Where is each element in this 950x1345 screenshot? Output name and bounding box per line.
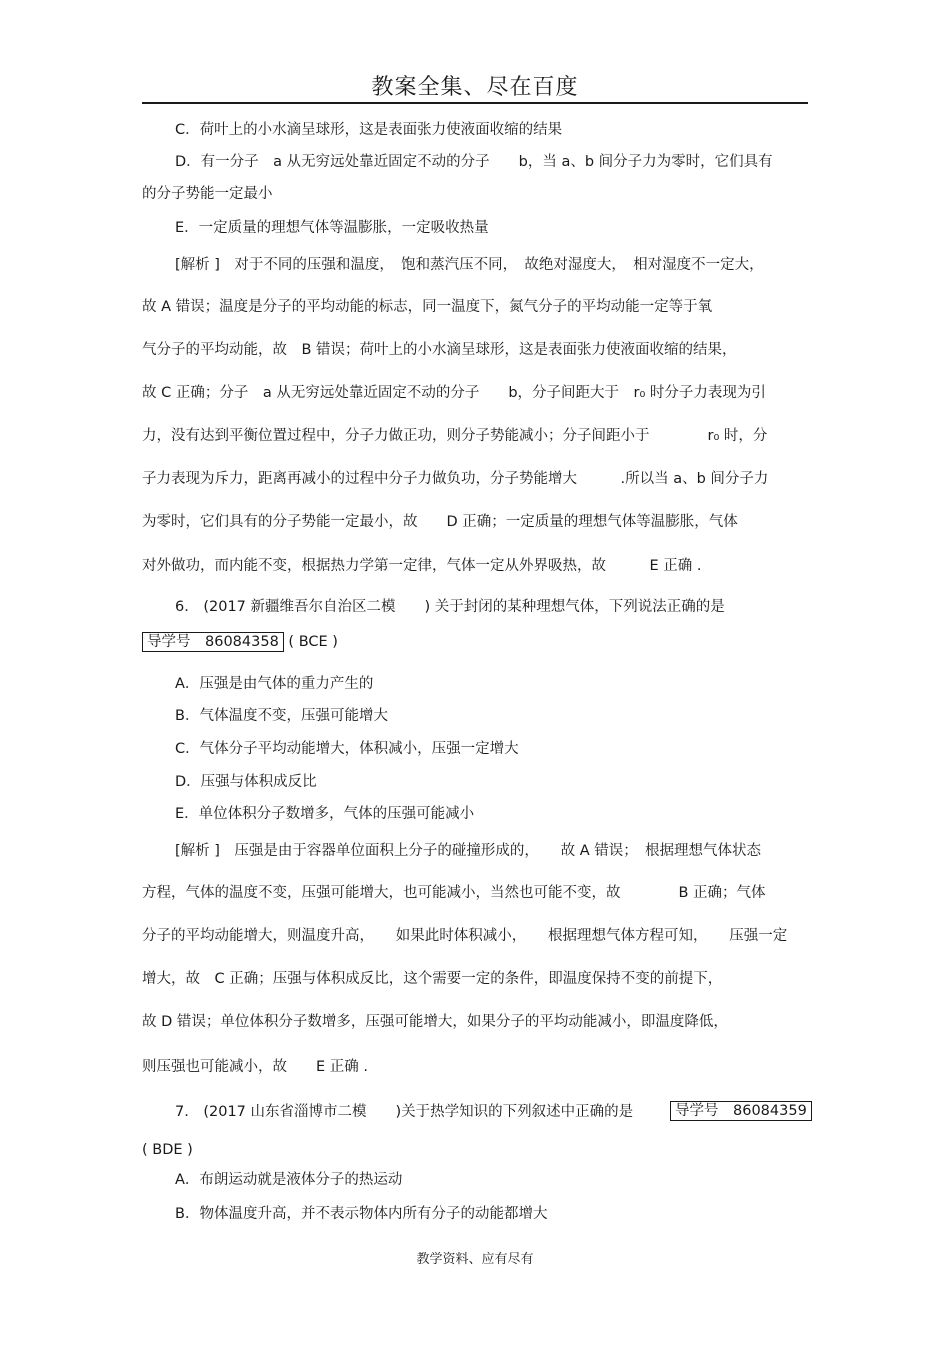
text-line <box>142 340 737 360</box>
line-text: E．一定质量的理想气体等温膨胀，一定吸收热量 <box>175 220 489 236</box>
line-text: 7. (2017 山东省淄博市二模 )关于热学知识的下列叙述中正确的是 <box>175 1104 634 1120</box>
text-line <box>175 706 388 726</box>
line-text: 故 A 错误；温度是分子的平均动能的标志，同一温度下，氮气分子的平均动能一定等于氧 <box>142 299 713 315</box>
text-line <box>142 1140 193 1160</box>
text-line <box>175 772 317 792</box>
text-line <box>175 1170 402 1190</box>
line-text: B．物体温度升高，并不表示物体内所有分子的动能都增大 <box>175 1206 548 1222</box>
answer-text: ( BCE ) <box>283 634 338 650</box>
line-text: 方程，气体的温度不变，压强可能增大，也可能减小，当然也可能不变，故 B 正确；气体 <box>142 885 766 901</box>
line-text: 故 C 正确；分子 a 从无穷远处靠近固定不动的分子 b，分子间距大于 r₀ 时分子力表现为引 <box>142 385 766 401</box>
text-line <box>175 804 474 824</box>
line-text: D．压强与体积成反比 <box>175 774 317 790</box>
text-line <box>175 1204 547 1224</box>
text-line <box>175 674 373 694</box>
line-text: [解析 ] 对于不同的压强和温度， 饱和蒸汽压不同， 故绝对湿度大， 相对湿度不一定大， <box>175 257 764 273</box>
line-text: 则压强也可能减小，故 E 正确 . <box>142 1059 368 1075</box>
line-text: ( BDE ) <box>142 1142 193 1158</box>
text-line <box>175 152 773 172</box>
text-line <box>142 632 338 652</box>
text-line <box>142 184 273 204</box>
text-line <box>175 597 725 617</box>
line-text: 子力表现为斥力，距离再减小的过程中分子力做负功，分子势能增大 .所以当 a、b 间分子力 <box>142 471 769 487</box>
line-text: B．气体温度不变，压强可能增大 <box>175 708 388 724</box>
line-text: 增大，故 C 正确；压强与体积成反比，这个需要一定的条件，即温度保持不变的前提下， <box>142 971 723 987</box>
header-divider <box>142 102 808 104</box>
line-text: [解析 ] 压强是由于容器单位面积上分子的碰撞形成的， 故 A 错误； 根据理想气体状态 <box>175 843 762 859</box>
text-line <box>175 120 562 140</box>
text-line <box>142 1012 728 1032</box>
line-text: 气分子的平均动能，故 B 错误；荷叶上的小水滴呈球形，这是表面张力使液面收缩的结果， <box>142 342 737 358</box>
line-text: 的分子势能一定最小 <box>142 186 273 202</box>
text-line <box>175 739 519 759</box>
line-text: 对外做功，而内能不变，根据热力学第一定律，气体一定从外界吸热，故 E 正确 . <box>142 558 702 574</box>
line-text: 力，没有达到平衡位置过程中，分子力做正功，则分子势能减小；分子间距小于 r₀ 时，分 <box>142 428 768 444</box>
text-line <box>142 969 722 989</box>
text-line <box>142 556 702 576</box>
line-text: E．单位体积分子数增多，气体的压强可能减小 <box>175 806 475 822</box>
text-line <box>142 297 712 317</box>
text-line <box>175 1102 807 1122</box>
text-line <box>142 512 738 532</box>
line-text: A．压强是由气体的重力产生的 <box>175 676 374 692</box>
text-line <box>142 926 787 946</box>
text-line <box>142 1057 368 1077</box>
text-line <box>175 218 489 238</box>
line-text: 6. (2017 新疆维吾尔自治区二模 ) 关于封闭的某种理想气体，下列说法正确的是 <box>175 599 725 615</box>
text-line <box>142 426 767 446</box>
line-text: 分子的平均动能增大，则温度升高， 如果此时体积减小， 根据理想气体方程可知， 压强一定 <box>142 928 788 944</box>
text-line <box>175 841 761 861</box>
line-text: D．有一分子 a 从无穷远处靠近固定不动的分子 b，当 a、b 间分子力为零时，它们具有 <box>175 154 773 170</box>
line-text: 为零时，它们具有的分子势能一定最小，故 D 正确；一定质量的理想气体等温膨胀，气体 <box>142 514 738 530</box>
line-text: 故 D 错误；单位体积分子数增多，压强可能增大，如果分子的平均动能减小，即温度降低， <box>142 1014 728 1030</box>
text-line <box>142 883 766 903</box>
page-header-title: 教案全集、尽在百度 <box>371 75 579 100</box>
page-footer: 教学资料、应有尽有 <box>416 1252 534 1267</box>
text-line <box>175 255 764 275</box>
line-text: C．气体分子平均动能增大，体积减小，压强一定增大 <box>175 741 519 757</box>
guide-number-box: 导学号 86084359 <box>670 1101 812 1121</box>
line-text: A．布朗运动就是液体分子的热运动 <box>175 1172 403 1188</box>
text-line <box>142 469 768 489</box>
text-line <box>142 383 766 403</box>
line-text: C．荷叶上的小水滴呈球形，这是表面张力使液面收缩的结果 <box>175 122 563 138</box>
guide-number-box: 导学号 86084358 <box>142 632 284 652</box>
